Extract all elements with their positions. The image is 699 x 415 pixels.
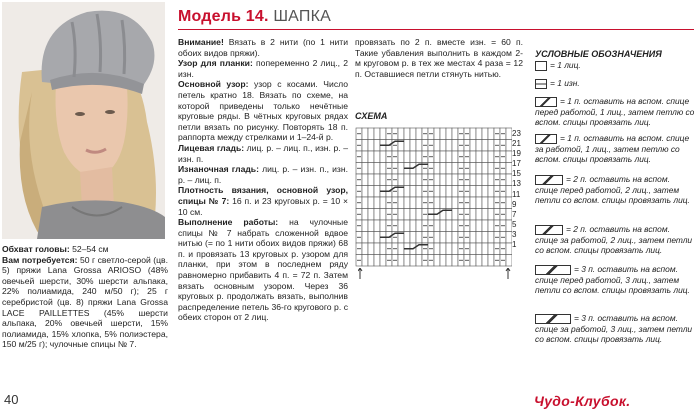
- chart-cell: [470, 151, 476, 163]
- chart-cell: [410, 197, 416, 209]
- chart-cell: [440, 128, 446, 140]
- needs-text: 50 г светло-серой (цв. 5) пряжи Lana Grossa ARIOSO (48% овечьей шерсти, 30% шерсти альпака, 22% полиамида, 240 м/50 г); 25 г серебристой (цв. 8) пряжи Lana Grossa LACE PAILLETTES (45% шерсти альпака, 20% овечьей шерсти, 15% полиамида, 15% хлопка, 5% полиэстера, 150 м/25 г); чулочные спицы № 7.: [2, 254, 168, 350]
- chart-cell: [482, 174, 488, 186]
- chart-cell: [470, 140, 476, 152]
- chart-cell: [398, 174, 404, 186]
- chart-cell: [416, 140, 422, 152]
- chart-cell: [374, 186, 380, 198]
- chart-cell: [380, 209, 386, 221]
- chart-cell: [470, 220, 476, 232]
- chart-cell: [368, 243, 374, 255]
- chart-cell: [482, 243, 488, 255]
- chart-cell: [374, 197, 380, 209]
- chart-cell: [434, 197, 440, 209]
- chart-cell: [362, 232, 368, 244]
- chart-cell: [368, 197, 374, 209]
- chart-cell: [368, 232, 374, 244]
- chart-cell: [446, 151, 452, 163]
- chart-cell: [362, 220, 368, 232]
- chart-cell: [488, 209, 494, 221]
- chart-cell: [434, 140, 440, 152]
- chart-cell: [374, 209, 380, 221]
- chart-cell: [440, 174, 446, 186]
- chart-cell: [368, 255, 374, 267]
- chart-cell: [410, 128, 416, 140]
- row-number: 5: [512, 219, 517, 229]
- chart-cell: [410, 140, 416, 152]
- chart-cell: [380, 220, 386, 232]
- legend-text: = 1 п. оставить на вспом. спице перед работой, 1 лиц., затем петлю со вспом. спицы провязать лиц.: [535, 96, 695, 128]
- row-number: 17: [512, 159, 521, 169]
- chart-cell: [374, 128, 380, 140]
- chart-cell: [368, 128, 374, 140]
- legend-text: = 1 изн.: [550, 78, 580, 88]
- work-label: Выполнение работы:: [178, 217, 279, 228]
- row-number: 23: [512, 129, 521, 138]
- chart-cell: [488, 151, 494, 163]
- chart-cell: [404, 151, 410, 163]
- chart-cell: [404, 186, 410, 198]
- chart-cell: [488, 128, 494, 140]
- chart-cell: [452, 174, 458, 186]
- chart-cell: [374, 140, 380, 152]
- chart-cell: [404, 197, 410, 209]
- row-number: 11: [512, 189, 521, 199]
- chart-cell: [476, 128, 482, 140]
- attention-text: Вязать в 2 нити (по 1 нити обоих видов пряжи).: [178, 37, 349, 58]
- schema-title: СХЕМА: [355, 111, 388, 121]
- row-number: 13: [512, 179, 521, 189]
- legend-text: = 2 п. оставить на вспом. спице за работой, 2 лиц., затем петли со вспом. спицы провязать лиц.: [535, 224, 693, 256]
- chart-cell: [380, 151, 386, 163]
- chart-cell: [476, 209, 482, 221]
- chart-cell: [440, 243, 446, 255]
- chart-cell: [482, 197, 488, 209]
- legend-item: [535, 224, 695, 256]
- chart-cell: [434, 174, 440, 186]
- chart-cell: [416, 128, 422, 140]
- chart-cell: [434, 128, 440, 140]
- strap-label: Узор для планки:: [178, 58, 253, 69]
- row-number: 3: [512, 229, 517, 239]
- size-value: 52–54 см: [72, 244, 109, 254]
- legend-item: [535, 133, 695, 165]
- face-text: лиц. р. – лиц. п., изн. р. – изн. п.: [178, 142, 348, 164]
- title-rule: [178, 29, 694, 30]
- row-number: 19: [512, 149, 521, 159]
- chart-cell: [416, 232, 422, 244]
- page-title: [178, 8, 331, 26]
- chart-cell: [404, 128, 410, 140]
- chart-cell: [398, 163, 404, 175]
- chart-cell: [452, 186, 458, 198]
- chart-cell: [476, 174, 482, 186]
- row-number: 21: [512, 139, 521, 149]
- chart-cell: [488, 197, 494, 209]
- chart-cell: [488, 174, 494, 186]
- chart-cell: [368, 140, 374, 152]
- chart-cell: [362, 128, 368, 140]
- row-number: 9: [512, 199, 517, 209]
- chart-cell: [398, 220, 404, 232]
- chart-cell: [404, 232, 410, 244]
- chart-cell: [482, 186, 488, 198]
- chart-cell: [404, 174, 410, 186]
- face-label: Лицевая гладь:: [178, 142, 245, 153]
- chart-cell: [434, 186, 440, 198]
- chart-cell: [482, 151, 488, 163]
- legend-item: [535, 264, 695, 296]
- main-pattern-label: Основной узор:: [178, 79, 249, 90]
- chart-cell: [362, 209, 368, 221]
- left-arrow-icon: [358, 268, 362, 279]
- chart-cell: [410, 186, 416, 198]
- chart-cell: [374, 220, 380, 232]
- chart-cell: [476, 197, 482, 209]
- chart-cell: [470, 163, 476, 175]
- chart-cell: [374, 255, 380, 267]
- chart-cell: [368, 174, 374, 186]
- chart-cell: [404, 255, 410, 267]
- chart-cell: [482, 255, 488, 267]
- chart-cell: [410, 174, 416, 186]
- chart-cell: [368, 209, 374, 221]
- chart-cell: [452, 151, 458, 163]
- chart-cell: [446, 163, 452, 175]
- chart-cell: [368, 151, 374, 163]
- chart-cell: [476, 220, 482, 232]
- chart-cell: [374, 174, 380, 186]
- chart-cell: [470, 209, 476, 221]
- row-number: 1: [512, 240, 517, 250]
- model-number: Модель 14: [178, 8, 264, 25]
- row-number: 15: [512, 169, 521, 179]
- purl-label: Изнаночная гладь:: [178, 164, 259, 175]
- chart-cell: [440, 140, 446, 152]
- chart-cell: [416, 209, 422, 221]
- chart-cell: [446, 128, 452, 140]
- chart-cell: [434, 243, 440, 255]
- chart-cell: [416, 151, 422, 163]
- chart-cell: [362, 163, 368, 175]
- stitch-symbol-icon: [535, 97, 557, 107]
- legend-text: = 1 п. оставить на вспом. спице за работой, 1 лиц., затем петлю со вспом. спицы провязать лиц.: [535, 133, 690, 165]
- chart-cell: [416, 186, 422, 198]
- legend-item: [535, 96, 695, 128]
- legend-text: = 2 п. оставить на вспом. спице перед работой, 2 лиц., затем петли со вспом. спицы провязать лиц.: [535, 174, 690, 206]
- chart-cell: [452, 197, 458, 209]
- chart-cell: [398, 243, 404, 255]
- chart-cell: [446, 220, 452, 232]
- stitch-symbol-icon: [535, 225, 563, 235]
- chart-cell: [452, 163, 458, 175]
- chart-cell: [404, 209, 410, 221]
- chart-cell: [398, 128, 404, 140]
- chart-cell: [452, 128, 458, 140]
- chart-cell: [446, 197, 452, 209]
- chart-cell: [470, 174, 476, 186]
- chart-cell: [434, 255, 440, 267]
- materials-block: [2, 244, 168, 350]
- chart-cell: [476, 151, 482, 163]
- continuation-text: провязать по 2 п. вместе изн. = 60 п. Такие убавления выполнить в каждом 2-м круговом р. в тех же местах 4 раза = 12 п. Оставшиеся петли стянуть нитью.: [355, 37, 523, 79]
- chart-cell: [488, 220, 494, 232]
- chart-cell: [374, 163, 380, 175]
- chart-cell: [446, 140, 452, 152]
- chart-cell: [470, 232, 476, 244]
- chart-cell: [410, 255, 416, 267]
- work-text: на чулочные спицы № 7 набрать сложенной вдвое нитью (= по 1 нити обоих видов пряжи) 68 п. и провязать 13 круговых р. узором для планки, при этом в последнем ряду равномерно прибавить 4 п. = 72 п. Затем вязать основным узором. Через 36 круговых р. продолжать вязать, выполнив распределение петель 36-го кругового р. с обеих сторон от 2 лиц.: [178, 217, 348, 323]
- chart-cell: [482, 209, 488, 221]
- chart-cell: [446, 174, 452, 186]
- stitch-symbol-icon: [535, 61, 547, 71]
- chart-cell: [434, 151, 440, 163]
- chart-cell: [416, 174, 422, 186]
- chart-cell: [452, 220, 458, 232]
- stitch-symbol-icon: [535, 265, 571, 275]
- chart-cell: [470, 243, 476, 255]
- main-pattern-text: узор с косами. Число петель кратно 18. Вязать по схеме, на которой приведены только нечётные круговые ряды. В чётных круговых рядах петли вязать по рисунку. Повторять 18 п. раппорта между стрелками и 1–24-й р.: [178, 79, 349, 143]
- chart-cell: [476, 186, 482, 198]
- chart-cell: [434, 220, 440, 232]
- purl-text: лиц. р. – изн. п., изн. р. – лиц. п.: [178, 164, 348, 185]
- stitch-symbol-icon: [535, 314, 571, 324]
- chart-cell: [470, 186, 476, 198]
- chart-cell: [362, 151, 368, 163]
- density-label: Плотность вязания, основной узор, спицы № 7:: [178, 185, 348, 206]
- chart-cell: [440, 197, 446, 209]
- chart-cell: [368, 186, 374, 198]
- chart-cell: [380, 128, 386, 140]
- chart-cell: [380, 255, 386, 267]
- chart-cell: [506, 255, 512, 267]
- chart-cell: [446, 186, 452, 198]
- chart-cell: [368, 163, 374, 175]
- title-separator: .: [264, 8, 269, 25]
- chart-cell: [446, 243, 452, 255]
- strap-text: попеременно 2 лиц., 2 изн.: [178, 58, 349, 79]
- right-arrow-icon: [506, 268, 510, 279]
- chart-cell: [482, 140, 488, 152]
- legend-text: = 3 п. оставить на вспом. спице перед работой, 3 лиц., затем петли со вспом. спицы провязать лиц.: [535, 264, 690, 296]
- chart-cell: [410, 232, 416, 244]
- chart-grid: [356, 128, 512, 266]
- chart-cell: [452, 140, 458, 152]
- legend-item: [535, 174, 695, 206]
- model-photo: [2, 2, 165, 239]
- chart-cell: [404, 220, 410, 232]
- chart-cell: [374, 243, 380, 255]
- chart-cell: [476, 255, 482, 267]
- knitting-chart: [355, 127, 512, 267]
- chart-cell: [440, 186, 446, 198]
- chart-cell: [398, 151, 404, 163]
- chart-cell: [452, 255, 458, 267]
- chart-cell: [416, 255, 422, 267]
- chart-cell: [476, 163, 482, 175]
- legend-title: УСЛОВНЫЕ ОБОЗНАЧЕНИЯ: [535, 49, 662, 59]
- chart-cell: [452, 209, 458, 221]
- chart-cell: [434, 163, 440, 175]
- chart-cell: [362, 197, 368, 209]
- chart-cell: [380, 174, 386, 186]
- chart-cell: [482, 232, 488, 244]
- stitch-symbol-icon: [535, 175, 563, 185]
- chart-cell: [488, 255, 494, 267]
- chart-cell: [476, 140, 482, 152]
- chart-cell: [374, 151, 380, 163]
- chart-cell: [362, 255, 368, 267]
- row-number-list: [512, 129, 521, 250]
- chart-cell: [410, 220, 416, 232]
- chart-cell: [488, 232, 494, 244]
- chart-cell: [482, 220, 488, 232]
- chart-cell: [416, 220, 422, 232]
- chart-cell: [410, 151, 416, 163]
- chart-cell: [362, 186, 368, 198]
- chart-cell: [470, 128, 476, 140]
- chart-cell: [380, 243, 386, 255]
- chart-cell: [362, 140, 368, 152]
- stitch-symbol-icon: [535, 134, 557, 144]
- needs-label: Вам потребуется:: [2, 254, 78, 265]
- stitch-symbol-icon: [535, 79, 547, 89]
- chart-cell: [476, 232, 482, 244]
- chart-cell: [362, 174, 368, 186]
- chart-cell: [440, 163, 446, 175]
- watermark-logo: Чудо-Клубок.: [534, 393, 631, 409]
- chart-cell: [482, 163, 488, 175]
- rapport-arrows: [358, 268, 514, 280]
- size-label: Обхват головы:: [2, 244, 70, 254]
- chart-cell: [380, 163, 386, 175]
- chart-cell: [440, 220, 446, 232]
- chart-cell: [452, 243, 458, 255]
- chart-cell: [398, 209, 404, 221]
- chart-cell: [440, 232, 446, 244]
- chart-cell: [470, 197, 476, 209]
- chart-cell: [374, 232, 380, 244]
- density-text: 16 п. и 23 круговых р. = 10 × 10 см.: [178, 195, 349, 217]
- chart-cell: [488, 186, 494, 198]
- item-name: ШАПКА: [273, 8, 331, 25]
- chart-cell: [362, 243, 368, 255]
- chart-cell: [440, 255, 446, 267]
- chart-cell: [410, 209, 416, 221]
- chart-cell: [470, 255, 476, 267]
- chart-cell: [404, 140, 410, 152]
- page-number: 40: [4, 392, 19, 407]
- legend-item: [535, 78, 695, 89]
- chart-cell: [368, 220, 374, 232]
- chart-cell: [440, 151, 446, 163]
- attention-label: Внимание!: [178, 37, 224, 47]
- chart-cell: [446, 232, 452, 244]
- row-number: 7: [512, 209, 517, 219]
- chart-cell: [488, 140, 494, 152]
- chart-cell: [446, 255, 452, 267]
- legend-item: [535, 60, 695, 71]
- chart-cell: [398, 197, 404, 209]
- instructions-column-2: [355, 37, 523, 79]
- chart-cell: [482, 128, 488, 140]
- legend-text: = 3 п. оставить на вспом. спице за работой, 3 лиц., затем петли со вспом. спицы провязать лиц.: [535, 313, 693, 345]
- legend-item: [535, 313, 695, 345]
- chart-cell: [452, 232, 458, 244]
- chart-cell: [434, 232, 440, 244]
- chart-cell: [488, 163, 494, 175]
- chart-cell: [488, 243, 494, 255]
- instructions-column-1: [178, 37, 348, 323]
- chart-cell: [380, 197, 386, 209]
- legend-text: = 1 лиц.: [550, 60, 581, 70]
- chart-cell: [416, 197, 422, 209]
- chart-cell: [476, 243, 482, 255]
- chart-cell: [398, 255, 404, 267]
